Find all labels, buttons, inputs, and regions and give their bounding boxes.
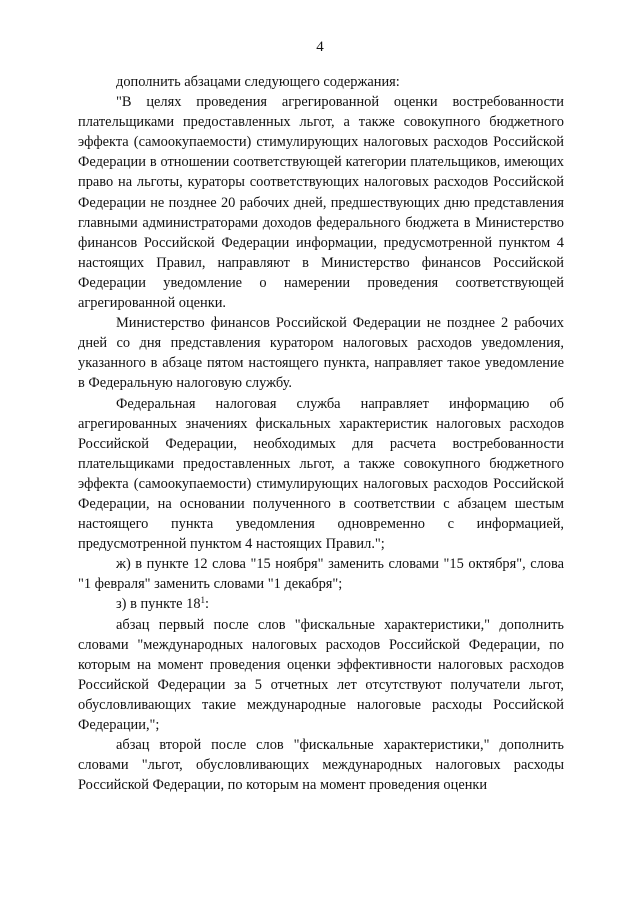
paragraph-intro: дополнить абзацами следующего содержания: — [116, 74, 400, 90]
item-z-tail: : — [205, 596, 210, 613]
paragraph-aggregated-assessment: "В целях проведения агрегированной оценки востребованности плательщиками предоставленных льгот, а также совокупного бюджетного эффекта (самоокупаемости) стимулирующих налоговых расходов Российской Федерации в отношении соответствующей категории плательщиков, имеющих право на льготы, кураторы соответствующих налоговых расходов Российской Федерации не позднее 20 рабочих дней, предшествующих дню представления главными администраторами доходов федерального бюджета в Министерство финансов Российской Федерации информации, предусмотренной пунктом 4 настоящих Правил, направляют в Министерство финансов Российской Федерации уведомление о намерении проведения соответствующей агрегированной оценки. — [78, 94, 564, 312]
paragraph-first-abzac: абзац первый после слов "фискальные характеристики," дополнить словами "международных налоговых расходов Российской Федерации, по которым на момент проведения оценки эффективности налоговых расходов Российской Федерации за 5 отчетных лет отсутствуют получатели льгот, обусловливающих такие международные налоговые расходы Российской Федерации,"; — [78, 616, 564, 733]
paragraph-second-abzac: абзац второй после слов "фискальные характеристики," дополнить словами "льгот, обусловливающих международных налоговых расходы Российской Федерации, по которым на момент проведения оценки — [78, 737, 564, 794]
paragraph-item-zh: ж) в пункте 12 слова "15 ноября" заменить словами "15 октября", слова "1 февраля" заменить словами "1 декабря"; — [78, 556, 564, 593]
item-z-text: з) в пункте 18 — [116, 596, 201, 613]
paragraph-tax-service-info: Федеральная налоговая служба направляет информацию об агрегированных значениях фискальных характеристик налоговых расходов Российской Федерации, необходимых для расчета востребованности плательщиками предоставленных льгот, а также совокупного бюджетного эффекта (самоокупаемости) стимулирующих налоговых расходов Российской Федерации, на основании полученного в соответствии с абзацем шестым настоящего пункта уведомления одновременно с информацией, предусмотренной пунктом 4 настоящих Правил."; — [78, 395, 564, 553]
page-number: 4 — [316, 39, 324, 55]
document-body — [78, 72, 564, 795]
paragraph-ministry-notification: Министерство финансов Российской Федерации не позднее 2 рабочих дней со дня представления куратором налоговых расходов уведомления, указанного в абзаце пятом настоящего пункта, направляет такое уведомление в Федеральную налоговую службу. — [78, 315, 564, 392]
paragraph-item-z — [78, 594, 564, 614]
item-z-superscript: 1 — [200, 595, 206, 606]
